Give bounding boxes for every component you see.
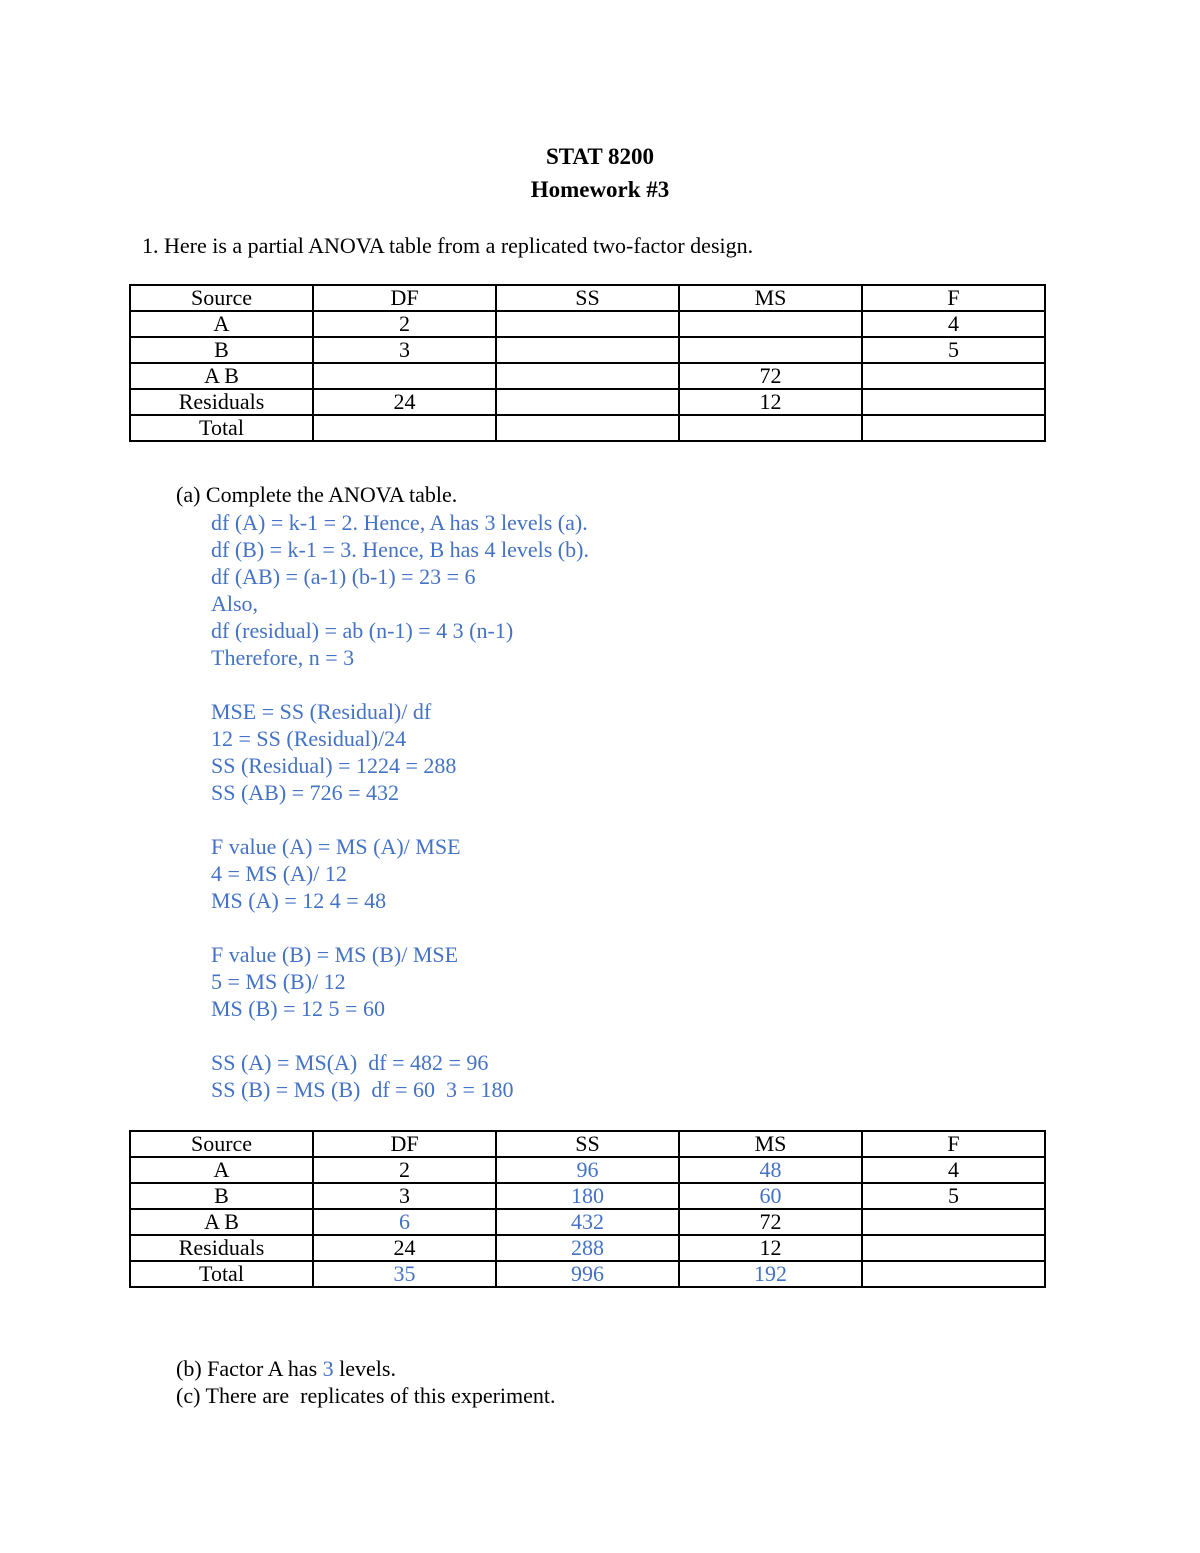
table-row xyxy=(130,415,1045,441)
table-header-cell: SS xyxy=(496,285,679,311)
table-cell xyxy=(862,415,1045,441)
table-cell xyxy=(496,363,679,389)
table-cell xyxy=(862,389,1045,415)
table-cell: 2 xyxy=(313,1157,496,1183)
answer-cell: 60 xyxy=(679,1183,862,1209)
table-cell: Residuals xyxy=(130,1235,313,1261)
table-row xyxy=(130,1157,1045,1183)
table-cell: 72 xyxy=(679,363,862,389)
table-header-row xyxy=(130,285,1045,311)
table-header-cell: MS xyxy=(679,1131,862,1157)
table-cell xyxy=(496,415,679,441)
table-cell: 12 xyxy=(679,389,862,415)
table-row xyxy=(130,337,1045,363)
table-header-cell: F xyxy=(862,1131,1045,1157)
table-row xyxy=(130,1235,1045,1261)
table-cell: 2 xyxy=(313,311,496,337)
table-cell xyxy=(679,415,862,441)
work-line: 5 = MS (B)/ 12 xyxy=(211,969,346,994)
table-header-cell: DF xyxy=(313,1131,496,1157)
table-header-cell: F xyxy=(862,285,1045,311)
answer-cell: 996 xyxy=(496,1261,679,1287)
table-cell xyxy=(679,311,862,337)
answer-cell: 6 xyxy=(313,1209,496,1235)
work-line: df (B) = k-1 = 3. Hence, B has 4 levels (b). xyxy=(211,537,589,562)
table-cell xyxy=(679,337,862,363)
table-cell: 4 xyxy=(862,1157,1045,1183)
work-line: SS (Residual) = 1224 = 288 xyxy=(211,753,457,778)
answer-cell: 192 xyxy=(679,1261,862,1287)
table-row xyxy=(130,363,1045,389)
table-cell xyxy=(496,337,679,363)
table-cell xyxy=(862,1235,1045,1261)
work-line: df (A) = k-1 = 2. Hence, A has 3 levels (a). xyxy=(211,510,588,535)
table-header-cell: DF xyxy=(313,285,496,311)
work-line: SS (B) = MS (B) df = 60 3 = 180 xyxy=(211,1077,514,1102)
part-b-answer: 3 xyxy=(322,1356,334,1381)
table-cell xyxy=(313,363,496,389)
table-cell: 5 xyxy=(862,1183,1045,1209)
part-c-line: (c) There are replicates of this experiment. xyxy=(176,1383,556,1408)
table-row xyxy=(130,1183,1045,1209)
completed-anova-table xyxy=(129,1130,1046,1288)
answer-cell: 432 xyxy=(496,1209,679,1235)
table-cell: B xyxy=(130,337,313,363)
table-cell xyxy=(862,1261,1045,1287)
work-line: MS (B) = 12 5 = 60 xyxy=(211,996,385,1021)
part-b-line xyxy=(176,1355,396,1382)
work-line: Also, xyxy=(211,591,259,616)
work-line: df (residual) = ab (n-1) = 4 3 (n-1) xyxy=(211,618,514,643)
work-line: F value (B) = MS (B)/ MSE xyxy=(211,942,459,967)
table-row xyxy=(130,311,1045,337)
table-cell: 24 xyxy=(313,1235,496,1261)
work-line: 12 = SS (Residual)/24 xyxy=(211,726,407,751)
table-cell: 72 xyxy=(679,1209,862,1235)
table-cell: 24 xyxy=(313,389,496,415)
course-title: STAT 8200 xyxy=(545,144,654,169)
table-cell: 12 xyxy=(679,1235,862,1261)
table-header-cell: Source xyxy=(130,1131,313,1157)
table-cell: A B xyxy=(130,1209,313,1235)
work-line: F value (A) = MS (A)/ MSE xyxy=(211,834,461,859)
table-cell xyxy=(496,311,679,337)
table-cell xyxy=(313,415,496,441)
table-cell: Total xyxy=(130,1261,313,1287)
table-cell xyxy=(862,1209,1045,1235)
work-line: df (AB) = (a-1) (b-1) = 23 = 6 xyxy=(211,564,476,589)
answer-cell: 180 xyxy=(496,1183,679,1209)
table-header-cell: MS xyxy=(679,285,862,311)
table-header-cell: SS xyxy=(496,1131,679,1157)
table-cell: B xyxy=(130,1183,313,1209)
work-line: 4 = MS (A)/ 12 xyxy=(211,861,347,886)
answer-cell: 35 xyxy=(313,1261,496,1287)
work-line: SS (AB) = 726 = 432 xyxy=(211,780,399,805)
table-cell: Residuals xyxy=(130,389,313,415)
part-a-prompt: (a) Complete the ANOVA table. xyxy=(176,482,458,507)
table-header-cell: Source xyxy=(130,285,313,311)
table-cell: A xyxy=(130,1157,313,1183)
part-b-before: (b) Factor A has xyxy=(176,1356,323,1381)
question-text: 1. Here is a partial ANOVA table from a replicated two-factor design. xyxy=(142,233,754,258)
answer-cell: 48 xyxy=(679,1157,862,1183)
assignment-title: Homework #3 xyxy=(530,177,670,202)
table-cell: A xyxy=(130,311,313,337)
answer-cell: 288 xyxy=(496,1235,679,1261)
table-cell xyxy=(496,389,679,415)
part-b-after: levels. xyxy=(333,1356,396,1381)
work-line: SS (A) = MS(A) df = 482 = 96 xyxy=(211,1050,489,1075)
table-cell: 3 xyxy=(313,337,496,363)
table-cell: 5 xyxy=(862,337,1045,363)
table-cell: Total xyxy=(130,415,313,441)
partial-anova-table xyxy=(129,284,1046,442)
table-row xyxy=(130,1209,1045,1235)
table-cell: A B xyxy=(130,363,313,389)
work-line: Therefore, n = 3 xyxy=(211,645,355,670)
table-cell: 4 xyxy=(862,311,1045,337)
table-row xyxy=(130,389,1045,415)
table-cell xyxy=(862,363,1045,389)
work-line: MS (A) = 12 4 = 48 xyxy=(211,888,387,913)
table-row xyxy=(130,1261,1045,1287)
work-line: MSE = SS (Residual)/ df xyxy=(211,699,432,724)
answer-cell: 96 xyxy=(496,1157,679,1183)
table-header-row xyxy=(130,1131,1045,1157)
table-cell: 3 xyxy=(313,1183,496,1209)
